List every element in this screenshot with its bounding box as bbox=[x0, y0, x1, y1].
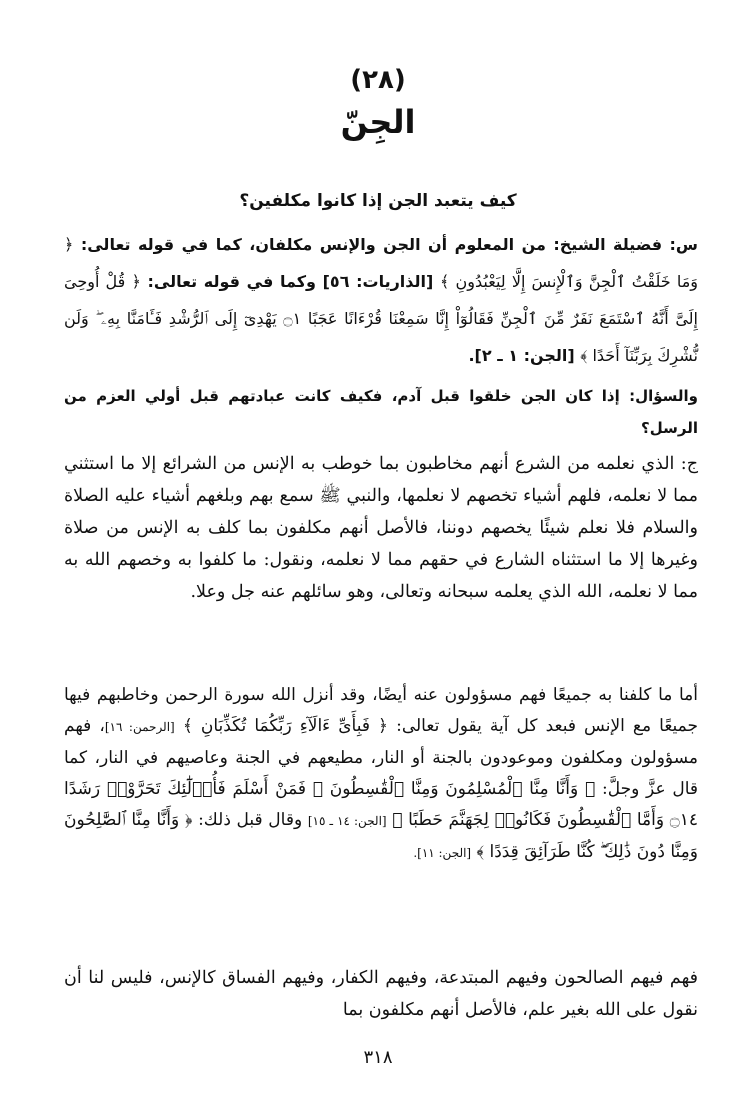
question-followup: والسؤال: إذا كان الجن خلقوا قبل آدم، فكيف كانت عبادتهم قبل أولي العزم من الرسل؟ bbox=[64, 387, 698, 437]
question-heading: كيف يتعبد الجن إذا كانوا مكلفين؟ bbox=[239, 191, 517, 211]
page-number: ٣١٨ bbox=[363, 1047, 393, 1068]
verse-reference: [الجن: ١ ـ ٢]. bbox=[468, 346, 575, 365]
answer-paragraph-2 bbox=[64, 680, 698, 869]
answer-text: أما ما كلفنا به جميعًا فهم مسؤولون عنه أيضًا، وقد أنزل الله سورة الرحمن وخاطبهم فيها جميعًا مع الإنس فبعد كل آية يقول تعالى: bbox=[64, 685, 699, 736]
chapter-title: الجِنّ bbox=[340, 103, 416, 141]
quran-verse: ﴿ وَأَنَّا مِنَّا ٱلصَّٰلِحُونَ وَمِنَّا دُونَ ذَٰلِكَ ۖ كُنَّا طَرَآئِقَ قِدَدًا ﴾ bbox=[64, 810, 698, 862]
answer-text: ، فهم مسؤولون ومكلفون وموعودون بالجنة أو النار، مطيعهم في الجنة وعاصيهم في النار، كما قال عزَّ وجلَّ: bbox=[64, 716, 699, 799]
question-mid: وكما في قوله تعالى: bbox=[147, 272, 316, 291]
quran-verse: ﴿ فَبِأَىِّ ءَالَآءِ رَبِّكُمَا تُكَذِّبَانِ ﴾ bbox=[182, 716, 389, 736]
verse-reference: [الجن: ١١]. bbox=[413, 846, 472, 860]
quran-verse: ﴿ قُلْ أُوحِىَ إِلَىَّ أَنَّهُ ٱسْتَمَعَ نَفَرٌ مِّنَ ٱلْجِنِّ فَقَالُوٓاْ إِنَّا سَمِعْنَا قُرْءَانًا عَجَبًا ۝١ يَهْدِىٓ إِلَى ٱلرُّشْدِ فَـَٔامَنَّا بِهِۦ ۖ وَلَن نُّشْرِكَ بِرَبِّنَآ أَحَدًا ﴾ bbox=[64, 272, 698, 365]
quran-verse: ﴿ وَأَنَّا مِنَّا ٱلْمُسْلِمُونَ وَمِنَّا ٱلْقَٰسِطُونَ ۖ فَمَنْ أَسْلَمَ فَأُو۟لَٰٓئِكَ تَحَرَّوْا۟ رَشَدًا ۝١٤ وَأَمَّا ٱلْقَٰسِطُونَ فَكَانُوا۟ لِجَهَنَّمَ حَطَبًا ﴾ bbox=[64, 779, 698, 830]
question-paragraph bbox=[64, 226, 698, 374]
quran-verse: ﴿ وَمَا خَلَقْتُ ٱلْجِنَّ وَٱلْإِنسَ إِلَّا لِيَعْبُدُونِ ﴾ bbox=[64, 235, 699, 291]
chapter-number: (٢٨) bbox=[350, 65, 406, 95]
question-intro: س: فضيلة الشيخ: من المعلوم أن الجن والإنس مكلفان، كما في قوله تعالى: bbox=[80, 235, 699, 254]
verse-reference: [الرحمن: ١٦] bbox=[104, 720, 175, 734]
verse-reference: [الجن: ١٤ ـ ١٥] bbox=[307, 814, 387, 828]
answer-paragraph-1: ج: الذي نعلمه من الشرع أنهم مخاطبون بما خوطب به الإنس من الشرائع إلا ما استثني مما لا نعلمه، فلهم أشياء تخصهم لا نعلمها، والنبي ﷺ سمع بهم وبلغهم أشياء عليه الصلاة والسلام فلا نعلم شيئًا يخصهم دوننا، فالأصل أنهم مكلفون بما كلف به الإنس من صلاة وغيرها إلا ما استثناه الشارع في حقهم مما لا نعلمه، ونقول: ما كلفوا به وخصهم الله به مما لا نعلمه، الله الذي يعلمه سبحانه وتعالى، وهو سائلهم عنه جل وعلا. bbox=[64, 454, 698, 602]
answer-text: وقال قبل ذلك: bbox=[198, 810, 303, 830]
answer-paragraph-3: فهم فيهم الصالحون وفيهم المبتدعة، وفيهم الكفار، وفيهم الفساق كالإنس، فليس لنا أن نقول على الله بغير علم، فالأصل أنهم مكلفون بما bbox=[64, 968, 698, 1020]
verse-reference: [الذاريات: ٥٦] bbox=[322, 272, 434, 291]
